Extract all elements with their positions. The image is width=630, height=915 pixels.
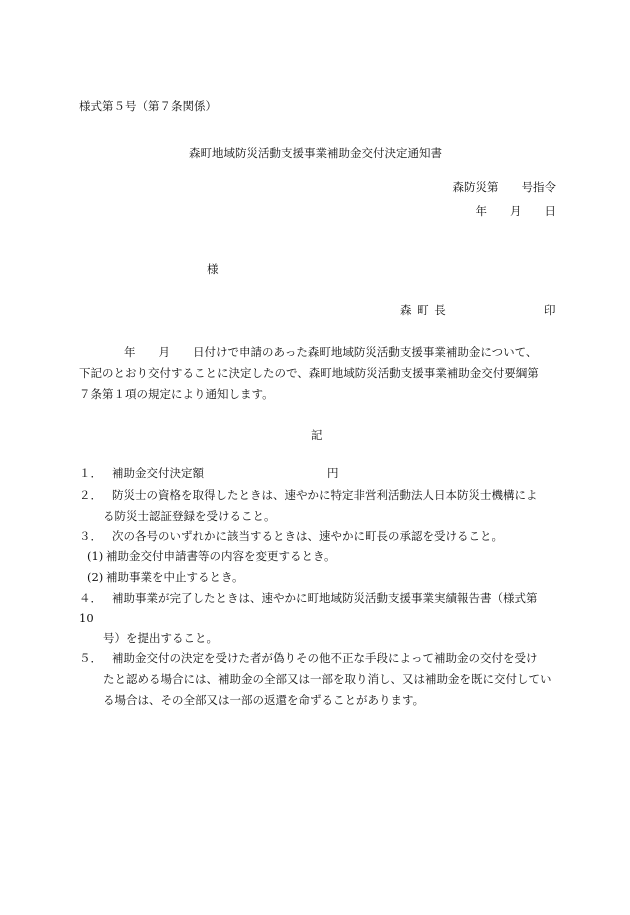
document-number: 森防災第 号指令: [452, 180, 556, 194]
body-line-1: 年 月 日付けで申請のあった森町地域防災活動支援事業補助金について、: [124, 345, 538, 359]
item-3-number: ３．: [79, 529, 102, 543]
item-4-line-3: 号）を提出すること。: [103, 631, 218, 645]
issue-date: 年 月 日: [475, 204, 556, 218]
subitem-2-number: (2): [87, 570, 104, 584]
item-2-line-1: 防災士の資格を取得したときは、速やかに特定非営利活動法人日本防災士機構によ: [112, 488, 538, 502]
subitem-1-number: (1): [87, 549, 104, 563]
subitem-1-text: 補助金交付申請書等の内容を変更するとき。: [106, 549, 336, 563]
issuer: 森 町 長: [400, 303, 447, 317]
item-1-unit: 円: [327, 466, 339, 480]
seal-mark: 印: [544, 303, 556, 317]
item-5-line-1: 補助金交付の決定を受けた者が偽りその他不正な手段によって補助金の交付を受け: [112, 651, 538, 665]
item-1-text: 補助金交付決定額: [112, 466, 204, 480]
ki-heading: 記: [311, 428, 323, 442]
item-5-line-2: たと認める場合には、補助金の全部又は一部を取り消し、又は補助金を既に交付してい: [103, 672, 552, 686]
item-2-line-2: る防災士認証登録を受けること。: [103, 509, 276, 523]
item-4-line-2: 10: [79, 611, 94, 625]
addressee-suffix: 様: [207, 262, 219, 276]
body-line-3: ７条第１項の規定により通知します。: [79, 387, 274, 401]
item-4-number: ４．: [79, 591, 102, 605]
item-3-text: 次の各号のいずれかに該当するときは、速やかに町長の承認を受けること。: [112, 529, 503, 543]
document-title: 森町地域防災活動支援事業補助金交付決定通知書: [189, 146, 442, 160]
item-5-line-3: る場合は、その全部又は一部の返還を命ずることがあります。: [103, 693, 425, 707]
item-1-number: １．: [79, 466, 102, 480]
subitem-2-text: 補助事業を中止するとき。: [106, 570, 244, 584]
item-4-line-1: 補助事業が完了したときは、速やかに町地域防災活動支援事業実績報告書（様式第: [112, 591, 538, 605]
body-line-2: 下記のとおり交付することに決定したので、森町地域防災活動支援事業補助金交付要綱第: [79, 366, 539, 380]
form-label: 様式第５号（第７条関係）: [79, 99, 217, 113]
item-2-number: ２．: [79, 488, 102, 502]
item-5-number: ５．: [79, 651, 102, 665]
